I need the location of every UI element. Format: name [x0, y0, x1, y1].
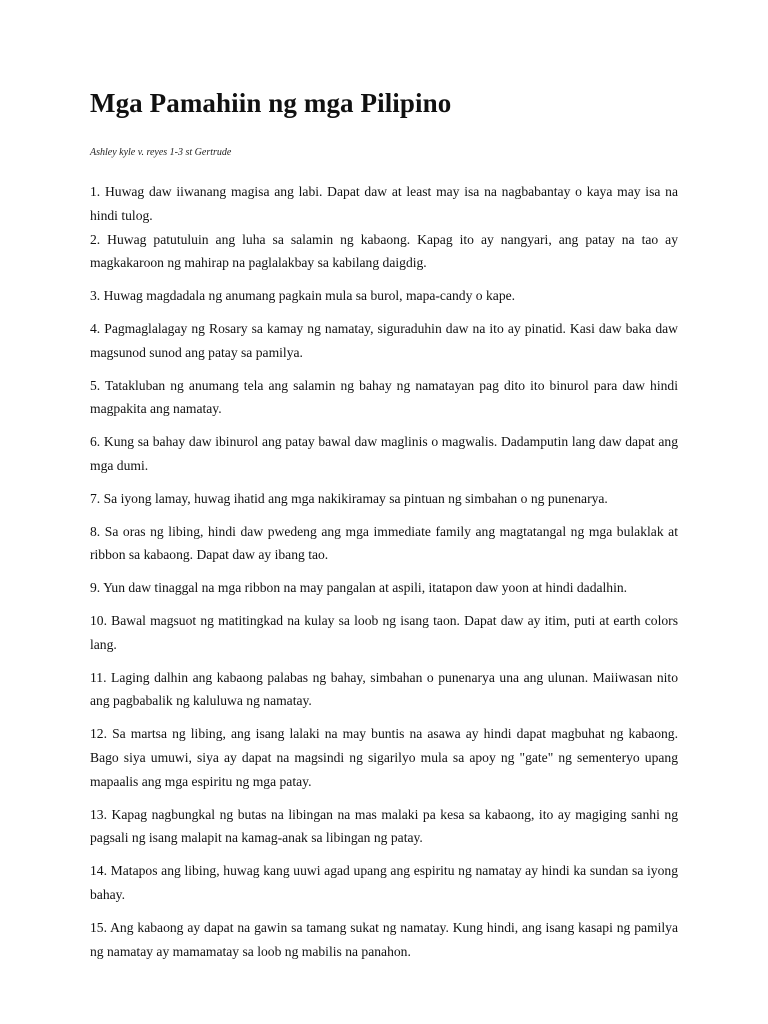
list-item: 11. Laging dalhin ang kabaong palabas ng bahay, simbahan o punenarya una ang ulunan. Maiiwasan nito ang pagbabalik ng kaluluwa ng namatay. [90, 669, 678, 709]
list-item: 4. Pagmaglalagay ng Rosary sa kamay ng namatay, siguraduhin daw na ito ay pinatid. Kasi daw baka daw magsunod sunod ang patay sa pamilya. [90, 320, 678, 360]
list-item: 14. Matapos ang libing, huwag kang uuwi agad upang ang espiritu ng namatay ay hindi ka sundan sa iyong bahay. [90, 863, 678, 902]
list-item: 2. Huwag patutuluin ang luha sa salamin ng kabaong. Kapag ito ay nangyari, ang patay na tao ay magkakaroon ng mahirap na paglalakbay sa kabilang daigdig. [90, 231, 678, 271]
author-byline: Ashley kyle v. reyes 1-3 st Gertrude [90, 147, 232, 158]
list-item: 8. Sa oras ng libing, hindi daw pwedeng ang mga immediate family ang magtatangal ng mga bulaklak at ribbon sa kabaong. Dapat daw ay ibang tao. [90, 523, 678, 563]
list-item: 5. Tatakluban ng anumang tela ang salamin ng bahay ng namatayan pag dito ito binurol para daw hindi magpakita ang namatay. [90, 377, 678, 417]
list-item: 13. Kapag nagbungkal ng butas na libingan na mas malaki pa kesa sa kabaong, ito ay magiging sanhi ng pagsali ng isang malapit na kamag-anak sa libingan ng patay. [90, 806, 678, 846]
list-item: 10. Bawal magsuot ng matitingkad na kulay sa loob ng isang taon. Dapat daw ay itim, puti at earth colors lang. [90, 612, 678, 652]
list-item: 15. Ang kabaong ay dapat na gawin sa tamang sukat ng namatay. Kung hindi, ang isang kasapi ng pamilya ng namatay ay mamamatay sa loob ng mabilis na panahon. [90, 919, 678, 959]
list-item: 12. Sa martsa ng libing, ang isang lalaki na may buntis na asawa ay hindi dapat magbuhat ng kabaong. Bago siya umuwi, siya ay dapat na magsindi ng sigarilyo mula sa apoy ng "gate" ng sementeryo upang mapaalis ang mga espiritu ng mga patay. [90, 726, 678, 789]
list-item: 3. Huwag magdadala ng anumang pagkain mula sa burol, mapa-candy o kape. [90, 288, 516, 304]
list-item: 6. Kung sa bahay daw ibinurol ang patay bawal daw maglinis o magwalis. Dadamputin lang daw dapat ang mga dumi. [90, 434, 678, 473]
list-item: 9. Yun daw tinaggal na mga ribbon na may pangalan at aspili, itatapon daw yoon at hindi dadalhin. [90, 580, 628, 596]
list-item: 1. Huwag daw iiwanang magisa ang labi. Dapat daw at least may isa na nagbabantay o kaya may isa na hindi tulog. [90, 184, 678, 223]
document-title: Mga Pamahiin ng mga Pilipino [90, 88, 452, 118]
superstition-list [90, 180, 678, 963]
list-item: 7. Sa iyong lamay, huwag ihatid ang mga nakikiramay sa pintuan ng simbahan o ng punenarya. [90, 490, 608, 506]
